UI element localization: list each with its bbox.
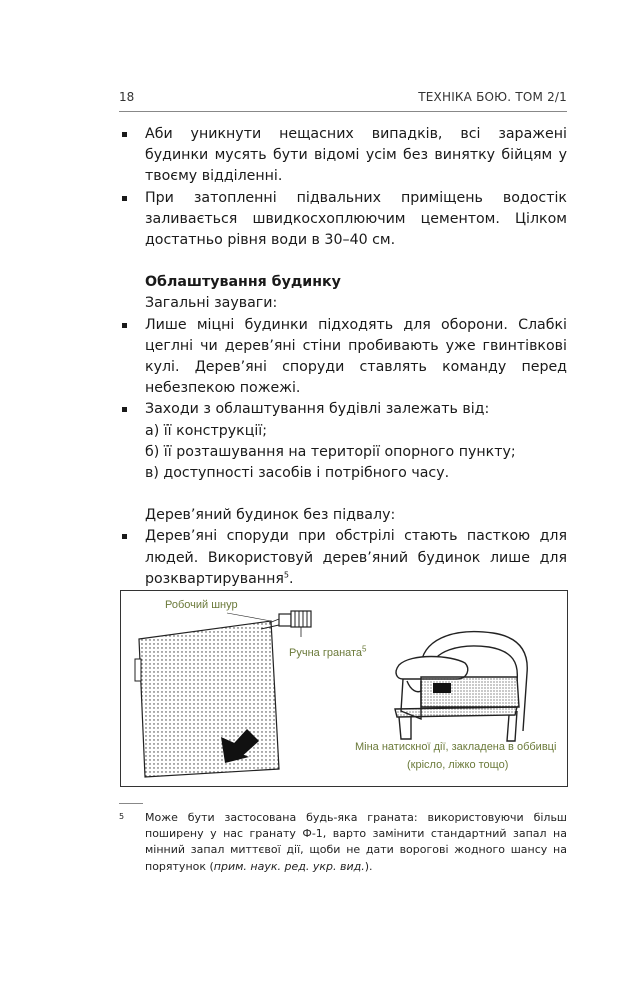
list-item: Аби уникнути нещасних випадків, всі заражені будинки мусять бути відомі усім без винятку бійцям у твоєму відділенні.	[119, 124, 567, 188]
wooden-house-label: Дерев’яний будинок без підвалу:	[145, 507, 396, 524]
footnote-ref: 5	[362, 644, 367, 654]
label-mine: Міна натискної дії, закладена в оббивці	[355, 741, 557, 753]
running-title: ТЕХНІКА БОЮ. ТОМ 2/1	[418, 90, 567, 104]
sub-item-c: в) доступності засобів і потрібного часу.	[145, 465, 450, 482]
label-grenade-text: Ручна граната	[289, 647, 363, 659]
footnote-editor-note: прим. наук. ред. укр. вид.	[213, 859, 365, 873]
list-item-text: Дерев’яні споруди при обстрілі стають пасткою для людей. Використовуй дерев’яний будинок лише для розквартирування	[145, 528, 567, 587]
list-item: Лише міцні будинки підходять для оборони. Слабкі цеглні чи дерев’яні стіни пробивають уже гвинтівкові кулі. Дерев’яні споруди ставлять команду перед небезпекою пожежі.	[119, 315, 567, 400]
footnote-text	[119, 810, 567, 875]
footnote-ref: 5	[283, 570, 289, 580]
sub-item-a: а) її конструкції;	[145, 422, 268, 439]
list-item: При затопленні підвальних приміщень водостік заливається швидкосхоплюючим цементом. Цілком достатньо рівня води в 30–40 см.	[119, 188, 567, 252]
footnote-number: 5	[119, 812, 125, 821]
footnote-body: Може бути застосована будь-яка граната: використовуючи більш поширену у нас гранату Ф-1, варто замінити стандартний запал на мінний запал миттєвої дії, щоби не дати ворогові жодного шансу на порятунок (	[145, 811, 567, 873]
footnote-rule	[119, 803, 143, 804]
list-item: Дерев’яні споруди при обстрілі стають пасткою для людей. Використовуй дерев’яний будинок лише для розквартирування$^5$.	[119, 526, 567, 590]
illustration-figure	[120, 590, 568, 787]
list-item: Заходи з облаштування будівлі залежать від:	[119, 399, 567, 420]
footnote-end: ).	[364, 859, 373, 873]
page-header	[119, 90, 567, 106]
cord-pointer	[227, 613, 271, 621]
page-body	[119, 124, 567, 590]
door-panel	[135, 621, 279, 777]
general-notes-label: Загальні зауваги:	[145, 295, 278, 312]
booby-trap-illustration	[121, 591, 567, 786]
armchair-icon	[395, 632, 527, 741]
label-mine-note: (крісло, ліжко тощо)	[407, 759, 509, 771]
label-grenade	[289, 644, 367, 659]
page-number: 18	[119, 90, 135, 104]
header-rule	[119, 111, 567, 112]
footnote	[119, 810, 567, 875]
section-heading: Облаштування будинку	[145, 274, 341, 291]
label-cord: Робочий шнур	[165, 599, 238, 611]
sub-item-b: б) її розташування на території опорного пункту;	[145, 443, 516, 460]
mine-icon	[433, 683, 451, 693]
